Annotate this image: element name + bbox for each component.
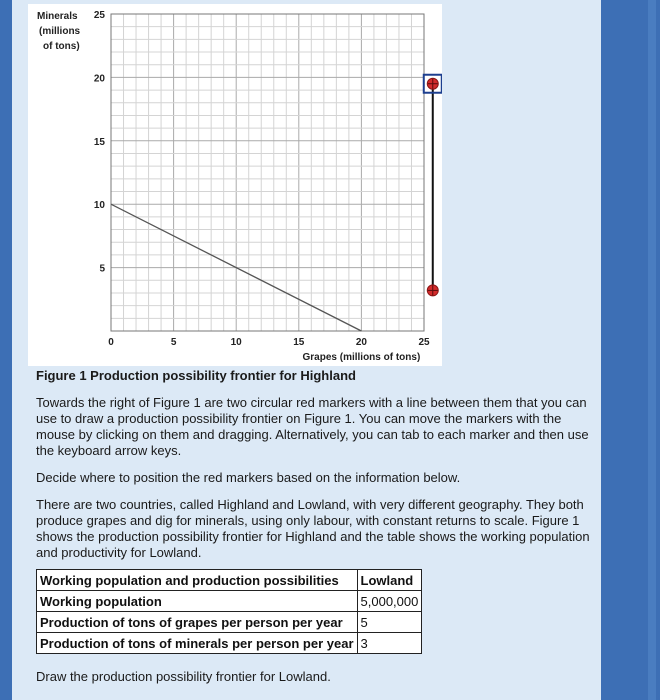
table-header-label: Working population and production possibilities [37, 570, 358, 591]
scrollbar-track[interactable] [648, 0, 656, 700]
x-tick-label: 0 [108, 337, 114, 348]
chart-labels [37, 10, 430, 363]
table-row-label: Working population [37, 591, 358, 612]
x-axis-label: Grapes (millions of tons) [302, 352, 421, 363]
decide-paragraph: Decide where to position the red markers based on the information below. [36, 470, 461, 485]
ppf-chart [28, 4, 442, 366]
task-paragraph: Draw the production possibility frontier for Lowland. [36, 669, 331, 684]
x-tick-label: 25 [418, 337, 430, 348]
table-row-value: 5 [357, 612, 422, 633]
table-row-label: Production of tons of minerals per person per year [37, 633, 358, 654]
table-row-value: 3 [357, 633, 422, 654]
x-tick-label: 15 [293, 337, 305, 348]
figure-1 [28, 4, 442, 366]
table-header-row [37, 570, 422, 591]
table-row [37, 591, 422, 612]
y-axis-label: of tons) [43, 41, 80, 52]
y-axis-label: Minerals [37, 11, 78, 22]
table-header-value: Lowland [357, 570, 422, 591]
x-tick-label: 5 [170, 337, 177, 348]
y-tick-label: 20 [93, 73, 105, 85]
context-paragraph: There are two countries, called Highland and Lowland, with very different geography. They both produce grapes and dig for minerals, using only labour, with constant returns to scale. Figure 1 shows the production possibility frontier for Highland and the table shows the working population and productivity for Lowland. [36, 497, 590, 560]
table-row-label: Production of tons of grapes per person per year [37, 612, 358, 633]
chart-markers [424, 75, 442, 296]
table-row [37, 633, 422, 654]
table-row-value: 5,000,000 [357, 591, 422, 612]
x-tick-label: 20 [355, 337, 367, 348]
y-tick-label: 10 [93, 200, 105, 212]
y-tick-label: 5 [99, 263, 105, 275]
instructions-paragraph: Towards the right of Figure 1 are two circular red markers with a line between them that you can use to draw a production possibility frontier on Figure 1. You can move the markers with the mouse by clicking on them and dragging. Alternatively, you can tab to each marker and then use the keyboard arrow keys. [36, 395, 589, 458]
lowland-table [36, 569, 422, 654]
y-axis-label: (millions [39, 26, 81, 37]
figure-caption: Figure 1 Production possibility frontier for Highland [36, 368, 356, 383]
y-tick-label: 25 [93, 10, 105, 21]
x-tick-label: 10 [230, 337, 242, 348]
y-tick-label: 15 [93, 136, 105, 148]
table-row [37, 612, 422, 633]
